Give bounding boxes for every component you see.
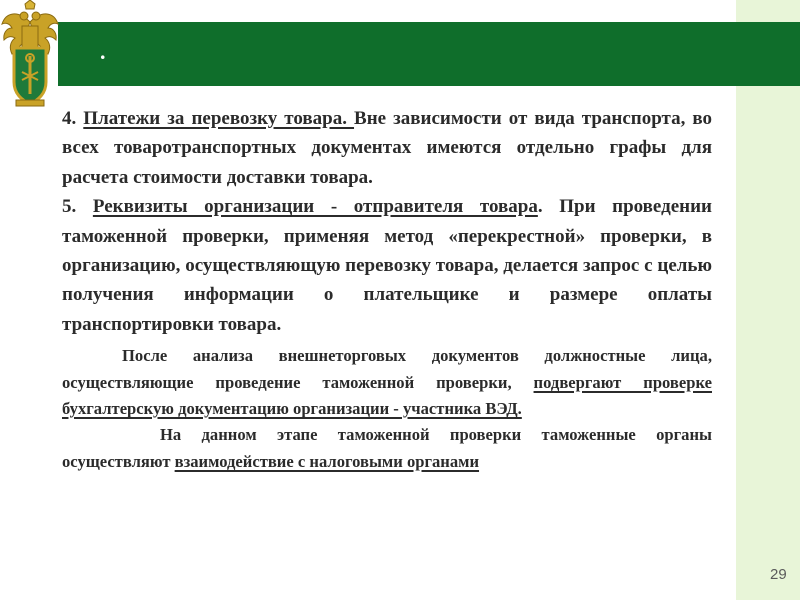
slide-title: . xyxy=(100,39,106,64)
item-5-number: 5. xyxy=(62,196,93,218)
item-5-paragraph xyxy=(62,192,712,339)
item-5-body: . При проведении таможенной проверки, применяя метод «перекрестной» проверки, в организацию, осуществляющую перевозку товара, делается запрос с целью получения информации о плательщике и размере оплаты транспортировки товара. xyxy=(62,196,712,335)
page-number: 29 xyxy=(770,566,787,583)
customs-emblem-icon xyxy=(0,0,60,110)
analysis-underlined: подвергают проверке бухгалтерскую документацию организации - участника ВЭД. xyxy=(62,372,712,419)
header-bar xyxy=(58,22,800,86)
item-4-paragraph xyxy=(62,104,712,192)
item-4-body: Вне зависимости от вида транспорта, во всех товаротранспортных документах имеются отдельно графы для расчета стоимости доставки товара. xyxy=(62,108,713,188)
item-4-heading: Платежи за перевозку товара. xyxy=(83,108,355,129)
item-4-number: 4. xyxy=(62,108,84,129)
slide-body xyxy=(62,104,712,475)
analysis-paragraph xyxy=(62,343,712,422)
interaction-underlined: взаимодействие с налоговыми органами xyxy=(174,451,480,471)
right-accent-band xyxy=(736,0,800,600)
item-5-heading: Реквизиты организации - отправителя товара xyxy=(92,196,538,218)
interaction-paragraph xyxy=(62,422,712,475)
analysis-intro: После анализа внешнеторговых документов должностные лица, осуществляющие проведение таможенной проверки, xyxy=(62,346,712,392)
interaction-intro: На данном этапе таможенной проверки таможенные органы осуществляют xyxy=(62,425,712,471)
